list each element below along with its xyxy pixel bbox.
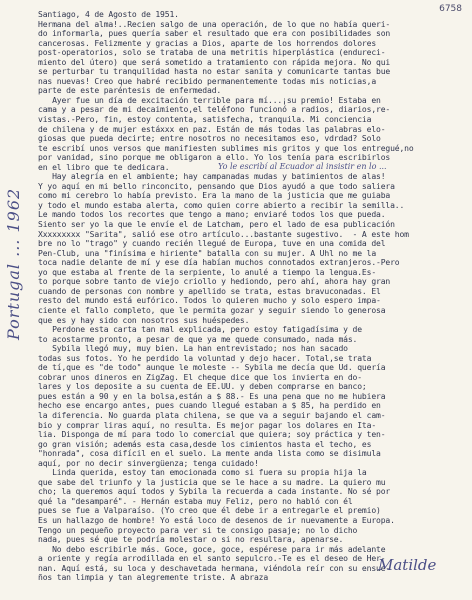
letter-line: lares y los deposite a su cuenta de EE.UU. y deben comprarse en banco; xyxy=(38,382,367,392)
letter-line: qué la "desamparé". - Hernán estaba muy Feliz, pero no habló con él xyxy=(38,496,353,506)
letter-line: nan. Aquí está, su loca y deschavetada hermana, viéndola reír con su ensue- xyxy=(38,563,391,573)
letter-line: yo que estaba al frente de la serpiente, lo anulé a tiempo la lengua.Es- xyxy=(38,267,377,277)
letter-line: Ayer fue un día de excitación terrible para mí...¡su premio! Estaba en xyxy=(38,95,381,105)
letter-line: to porque sobre tanto de viejo criollo y hediondo, pero ahí, ahora hay gran xyxy=(38,277,391,287)
letter-line: do informarla, pues quería saber el resultado que era con posibilidades son xyxy=(38,29,391,39)
letter-line: to acostarme pronto, a pesar de que ya me quede consumado, nada más. xyxy=(38,334,358,344)
handwritten-signature: Matilde xyxy=(378,556,437,574)
letter-line: que es y hay sido con nosotros sus huéspedes. xyxy=(38,315,250,325)
letter-line: bio y comprar liras aquí, no resulta. Es mejor pagar los dolares en Ita- xyxy=(38,420,377,430)
letter-line: cuando de personas con nombre y apellido se trata, estas bravuconadas. El xyxy=(38,286,381,296)
letter-line: Hermana del alma!..Recien salgo de una operación, de lo que no había queri- xyxy=(38,19,391,29)
archive-reference-number: 6758 xyxy=(439,4,462,14)
letter-line: hecho ese encargo antes, pues cuando llegué estaban a $ 85, ha perdido en xyxy=(38,401,381,411)
letter-line: Le mando todos los recortes que tengo a mano; enviaré todos los que pueda. xyxy=(38,210,386,220)
letter-line: se perturbar tu tranquilidad hasta no estar sanita y comunicarte tantas bue xyxy=(38,67,391,77)
letter-line: todas sus fotos. Yo he perdido la voluntad y dejo hacer. Total,se trata xyxy=(38,353,372,363)
letter-line: Xxxxxxxxx "Sarita", salió ese otro artículo...bastante sugestivo. - A este hom xyxy=(38,229,409,239)
letter-line: nada, pues sé que te podría molestar o si no resultara, apenarse. xyxy=(38,535,344,545)
letter-line: que sabe del triunfo y la justicia que se le hace a su madre. La quiero mu xyxy=(38,477,386,487)
letter-line: giosas que pueda decirte; entre nosotros no necesitamos eso, vdrdad? Solo xyxy=(38,134,381,144)
letter-line: te escribí unos versos que manifiesten sublimes mis gritos y que los entregué,no xyxy=(38,143,414,153)
letter-line: Pen-Club, una "finísima e hiriente" batalla con su mujer. A Uhl no me la xyxy=(38,248,377,258)
letter-line: No debo escribirle más. Goce, goce, goce, espérese para ir más adelante xyxy=(38,544,386,554)
letter-line: lia. Disponga de mí para todo lo comercial que quiera; soy práctica y ten- xyxy=(38,430,386,440)
letter-line: resto del mundo está eufórico. Todos lo quieren mucho y solo espero impa- xyxy=(38,296,381,306)
letter-line: Siento ser yo la que le envíe el de Latcham, pero el lado de esa publicación xyxy=(38,220,395,230)
letter-line: cobrar unos dineros en ZigZag. El cheque dice que los invierta en do- xyxy=(38,372,362,382)
letter-line: y todo el mundo estaba alerta, como quien corre abierto a recibir la semilla.. xyxy=(38,200,405,210)
letter-line: como mi cerebro lo había previsto. Era la mano de la justicia que me guiaba xyxy=(38,191,391,201)
letter-line: cancerosas. Felizmente y gracias a Dios, aparte de los horrendos dolores xyxy=(38,38,377,48)
letter-line: go gran visión; además esta casa,desde los cimientos hasta el techo, es xyxy=(38,439,372,449)
letter-line: Santiago, 4 de Agosto de 1951. xyxy=(38,10,179,19)
letter-line: toca nadie delante de mí y ese día habían muchos connotados extranjeros.-Pero xyxy=(38,258,400,268)
letter-line: por vanidad, sino porque me obligaron a ello. Yo los tenía para escribirlos xyxy=(38,153,391,163)
letter-line: parte de este paréntesis de enfermedad. xyxy=(38,86,222,96)
letter-line: bre no lo "trago" y cuando recién llegué de Europa, tuve en una comida del xyxy=(38,239,386,249)
letter-line: en el libro que te dedicara. xyxy=(38,162,170,172)
letter-line: pues están a 90 y en la bolsa,están a $ 88.- Es una pena que no me hubiera xyxy=(38,391,386,401)
letter-line: a oriente y regía arrodillada en el santo sepulcro.-Te es el deseo de Her- xyxy=(38,554,386,564)
letter-line: vistas.-Pero, fin, estoy contenta, satisfecha, tranquila. Mi conciencia xyxy=(38,115,372,125)
letter-line: miento del útero) que será sometido a tratamiento con rápida mejora. No qui xyxy=(38,57,391,67)
letter-line: Perdone esta carta tan mal explicada, pero estoy fatigadísima y de xyxy=(38,325,362,335)
letter-line: post-operatorios, solo se trataba de una metritis hiperplástica (endureci- xyxy=(38,48,386,58)
letter-line: Hay alegría en el ambiente; hay campanadas mudas y batimientos de alas! xyxy=(38,172,386,182)
letter-line: de tí,que es "de todo" aunque le moleste -- Sybila me decía que Ud. quería xyxy=(38,363,386,373)
letter-line: "honrada", cosa difícil en el suelo. La mente anda lista como se disimula xyxy=(38,449,381,459)
handwritten-insert: Yo le escribí al Ecuador al insistir en lo ... xyxy=(218,162,387,171)
letter-line: ciente el fallo completo, que le permita gozar y seguir siendo lo generosa xyxy=(38,305,386,315)
handwritten-margin-note: Portugal ... 1962 xyxy=(4,187,23,340)
letter-line: cama y a pesar de mi decaimiento,el teléfono funcionó a radios, diarios,re- xyxy=(38,105,391,115)
letter-line: aquí, por no decir sinvergüenza; tenga cuidado! xyxy=(38,458,259,468)
typewritten-letter-body xyxy=(38,10,466,583)
letter-line: Linda querida, estoy tan emocionada como si fuera su propia hija la xyxy=(38,468,367,478)
letter-line: nas nuevas! Creo que habré recibido permanentemente todas mis noticias,a xyxy=(38,76,377,86)
letter-line: cho; la queremos aquí todos y Sybila la recuerda a cada instante. No sé por xyxy=(38,487,391,497)
letter-line: Y yo aquí en mi bello rinconcito, pensando que Dios ayudó a que todo saliera xyxy=(38,181,395,191)
letter-line: de chilena y de mujer estáxxx en paz. Están de más todas las palabras elo- xyxy=(38,124,386,134)
letter-line: Tengo un pequeño proyecto para ver si te consigo pasaje; no lo dicho xyxy=(38,525,358,535)
letter-line: la diferencia. No guarda plata chilena, se que va a seguir bajando el cam- xyxy=(38,410,386,420)
letter-line: pues se fue a Valparaíso. (Yo creo que él debe ir a entregarle el premio) xyxy=(38,506,381,516)
letter-line: Es un hallazgo de hombre! Yo está loco de desenos de ir nuevamente a Europa. xyxy=(38,515,395,525)
letter-line: ños tan limpia y tan alegremente triste. A abraza xyxy=(38,573,269,583)
letter-line: Sybila llegó muy, muy bien. La han entrevistado; nos han sacado xyxy=(38,344,348,354)
